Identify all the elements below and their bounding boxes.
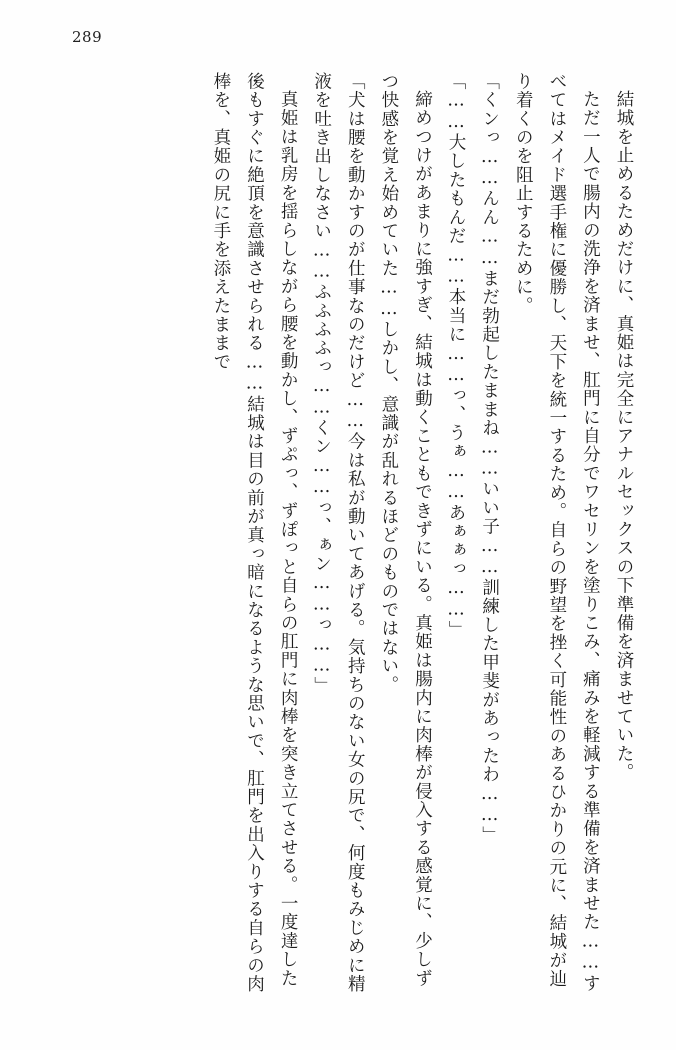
paragraph: 「……大したもんだ……本当に……っ、うぁ……あぁぁっ……」	[446, 72, 467, 640]
paragraph: 「犬は腰を動かすのが仕事なのだけど……今は私が動いてあげる。気持ちのない女の尻で、何度もみじめに精液を吐き出しなさい……ふふふふっ……くン……っ、ぁン……っ……」	[311, 72, 366, 994]
page-number: 289	[72, 28, 103, 46]
paragraph: ただ一人で腸内の洗浄を済ませ、肛門に自分でワセリンを塗りこみ、痛みを軽減する準備を済ませた……すべてはメイド選手権に優勝し、天下を統一するため。自らの野望を挫く可能性のあるひかりの元に、結城が辿り着くのを阻止するために。	[513, 72, 601, 993]
paragraph: 真姫は乳房を揺らしながら腰を動かし、ずぷっ、ずぽっと自らの肛門に肉棒を突き立てさせる。一度達した後もすぐに絶頂を意識させられる……結城は目の前が真っ暗になるような思いで、肛門を出入りする自らの肉棒を、真姫の尻に手を添えたままで	[210, 72, 299, 994]
paragraph: 結城を止めるためだけに、真姫は完全にアナルセックスの下準備を済ませていた。	[614, 89, 634, 782]
vertical-text-body	[40, 72, 640, 1002]
paragraph: 「くンっ……んん……まだ勃起したままね……いい子……訓練した甲斐があったわ……」	[479, 72, 500, 845]
paragraph: 締めつけがあまりに強すぎ、結城は動くこともできずにいる。真姫は腸内に肉棒が侵入する感覚に、少しずつ快感を覚え始めていた……しかし、意識が乱れるほどのものではない。	[378, 72, 433, 988]
